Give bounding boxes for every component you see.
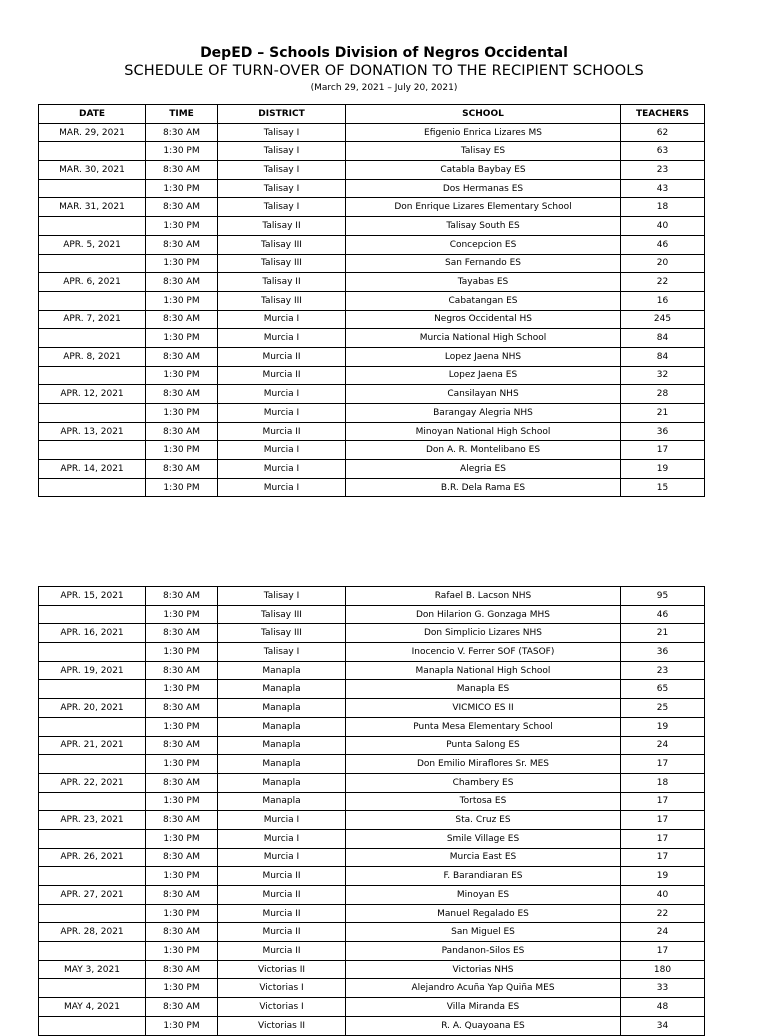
table-row: [39, 773, 705, 792]
cell-date: APR. 5, 2021: [39, 235, 146, 254]
cell-district: Talisay III: [218, 254, 346, 273]
cell-teachers: 34: [621, 1016, 705, 1035]
cell-school: Don Simplicio Lizares NHS: [346, 624, 621, 643]
cell-teachers: 43: [621, 179, 705, 198]
table-body: [39, 587, 705, 1036]
table-row: [39, 291, 705, 310]
cell-school: Inocencio V. Ferrer SOF (TASOF): [346, 643, 621, 662]
cell-time: 8:30 AM: [146, 587, 218, 606]
cell-school: F. Barandiaran ES: [346, 867, 621, 886]
cell-time: 1:30 PM: [146, 254, 218, 273]
cell-school: Lopez Jaena NHS: [346, 347, 621, 366]
cell-school: VICMICO ES II: [346, 699, 621, 718]
cell-school: Talisay South ES: [346, 217, 621, 236]
cell-district: Manapla: [218, 661, 346, 680]
cell-teachers: 16: [621, 291, 705, 310]
table-row: [39, 960, 705, 979]
cell-school: Lopez Jaena ES: [346, 366, 621, 385]
table-row: [39, 460, 705, 479]
cell-time: 1:30 PM: [146, 329, 218, 348]
cell-school: Catabla Baybay ES: [346, 161, 621, 180]
table-row: [39, 404, 705, 423]
table-row: [39, 717, 705, 736]
table-row: [39, 643, 705, 662]
cell-school: Cabatangan ES: [346, 291, 621, 310]
cell-teachers: 65: [621, 680, 705, 699]
cell-time: 1:30 PM: [146, 217, 218, 236]
cell-teachers: 17: [621, 755, 705, 774]
column-header-date: DATE: [39, 105, 146, 124]
cell-date: [39, 867, 146, 886]
cell-teachers: 19: [621, 460, 705, 479]
cell-district: Manapla: [218, 680, 346, 699]
cell-school: Concepcion ES: [346, 235, 621, 254]
cell-district: Murcia II: [218, 867, 346, 886]
cell-district: Talisay I: [218, 587, 346, 606]
cell-district: Manapla: [218, 736, 346, 755]
cell-date: [39, 680, 146, 699]
table-row: [39, 979, 705, 998]
cell-school: Rafael B. Lacson NHS: [346, 587, 621, 606]
table-row: [39, 422, 705, 441]
cell-district: Victorias II: [218, 960, 346, 979]
column-header-school: SCHOOL: [346, 105, 621, 124]
organization-name: DepED – Schools Division of Negros Occidental: [200, 45, 568, 61]
cell-date: APR. 27, 2021: [39, 886, 146, 905]
cell-date: APR. 19, 2021: [39, 661, 146, 680]
cell-date: [39, 979, 146, 998]
cell-district: Victorias I: [218, 998, 346, 1017]
cell-date: MAR. 30, 2021: [39, 161, 146, 180]
cell-date: [39, 942, 146, 961]
cell-school: Manuel Regalado ES: [346, 904, 621, 923]
cell-teachers: 20: [621, 254, 705, 273]
cell-date: [39, 904, 146, 923]
cell-teachers: 63: [621, 142, 705, 161]
cell-time: 8:30 AM: [146, 123, 218, 142]
cell-time: 8:30 AM: [146, 661, 218, 680]
cell-district: Talisay I: [218, 643, 346, 662]
table-row: [39, 867, 705, 886]
table-row: [39, 1016, 705, 1035]
cell-school: Negros Occidental HS: [346, 310, 621, 329]
table-row: [39, 161, 705, 180]
table-row: [39, 366, 705, 385]
table-row: [39, 829, 705, 848]
cell-school: Alegria ES: [346, 460, 621, 479]
cell-time: 8:30 AM: [146, 422, 218, 441]
cell-time: 1:30 PM: [146, 979, 218, 998]
cell-district: Murcia II: [218, 904, 346, 923]
cell-teachers: 28: [621, 385, 705, 404]
cell-district: Talisay III: [218, 235, 346, 254]
cell-school: Efigenio Enrica Lizares MS: [346, 123, 621, 142]
cell-date: APR. 23, 2021: [39, 811, 146, 830]
cell-time: 1:30 PM: [146, 755, 218, 774]
table-row: [39, 755, 705, 774]
cell-date: APR. 14, 2021: [39, 460, 146, 479]
table-body: [39, 123, 705, 497]
cell-teachers: 23: [621, 661, 705, 680]
cell-time: 8:30 AM: [146, 273, 218, 292]
cell-school: Smile Village ES: [346, 829, 621, 848]
cell-date: MAR. 31, 2021: [39, 198, 146, 217]
cell-time: 1:30 PM: [146, 643, 218, 662]
cell-district: Talisay III: [218, 291, 346, 310]
cell-time: 8:30 AM: [146, 460, 218, 479]
cell-teachers: 17: [621, 441, 705, 460]
cell-teachers: 15: [621, 478, 705, 497]
cell-date: [39, 142, 146, 161]
cell-time: 1:30 PM: [146, 179, 218, 198]
cell-teachers: 19: [621, 867, 705, 886]
cell-time: 8:30 AM: [146, 347, 218, 366]
cell-school: B.R. Dela Rama ES: [346, 478, 621, 497]
cell-date: APR. 15, 2021: [39, 587, 146, 606]
cell-district: Murcia I: [218, 829, 346, 848]
cell-date: [39, 643, 146, 662]
cell-time: 1:30 PM: [146, 867, 218, 886]
cell-district: Talisay III: [218, 624, 346, 643]
table-row: [39, 123, 705, 142]
table-row: [39, 273, 705, 292]
cell-time: 1:30 PM: [146, 142, 218, 161]
table-row: [39, 385, 705, 404]
cell-teachers: 18: [621, 773, 705, 792]
table-row: [39, 942, 705, 961]
cell-time: 8:30 AM: [146, 198, 218, 217]
cell-school: Manapla National High School: [346, 661, 621, 680]
table-row: [39, 441, 705, 460]
cell-district: Talisay III: [218, 605, 346, 624]
cell-school: Don Emilio Miraflores Sr. MES: [346, 755, 621, 774]
cell-district: Manapla: [218, 699, 346, 718]
cell-teachers: 36: [621, 422, 705, 441]
cell-date: MAY 3, 2021: [39, 960, 146, 979]
cell-time: 8:30 AM: [146, 699, 218, 718]
cell-time: 1:30 PM: [146, 792, 218, 811]
document-header: [0, 44, 768, 95]
cell-time: 8:30 AM: [146, 998, 218, 1017]
cell-teachers: 95: [621, 587, 705, 606]
cell-district: Talisay I: [218, 123, 346, 142]
cell-district: Talisay II: [218, 273, 346, 292]
cell-teachers: 24: [621, 736, 705, 755]
table-row: [39, 904, 705, 923]
cell-school: Minoyan ES: [346, 886, 621, 905]
cell-school: Punta Salong ES: [346, 736, 621, 755]
cell-time: 8:30 AM: [146, 310, 218, 329]
cell-school: Don A. R. Montelibano ES: [346, 441, 621, 460]
cell-teachers: 17: [621, 848, 705, 867]
cell-school: Victorias NHS: [346, 960, 621, 979]
cell-teachers: 36: [621, 643, 705, 662]
cell-school: Tortosa ES: [346, 792, 621, 811]
cell-teachers: 21: [621, 404, 705, 423]
cell-school: Manapla ES: [346, 680, 621, 699]
table-row: [39, 179, 705, 198]
cell-time: 8:30 AM: [146, 923, 218, 942]
table-row: [39, 736, 705, 755]
cell-district: Murcia II: [218, 422, 346, 441]
cell-district: Manapla: [218, 755, 346, 774]
cell-school: Alejandro Acuña Yap Quiña MES: [346, 979, 621, 998]
cell-school: Dos Hermanas ES: [346, 179, 621, 198]
cell-district: Murcia I: [218, 385, 346, 404]
cell-teachers: 24: [621, 923, 705, 942]
table-row: [39, 310, 705, 329]
table-row: [39, 605, 705, 624]
document-title: SCHEDULE OF TURN-OVER OF DONATION TO THE RECIPIENT SCHOOLS: [124, 63, 644, 79]
cell-date: MAR. 29, 2021: [39, 123, 146, 142]
cell-school: Don Hilarion G. Gonzaga MHS: [346, 605, 621, 624]
cell-date: [39, 605, 146, 624]
cell-district: Victorias II: [218, 1016, 346, 1035]
cell-time: 1:30 PM: [146, 291, 218, 310]
table-row: [39, 347, 705, 366]
cell-time: 8:30 AM: [146, 736, 218, 755]
cell-time: 1:30 PM: [146, 942, 218, 961]
table-header-row: [39, 105, 705, 124]
cell-district: Manapla: [218, 717, 346, 736]
cell-district: Murcia I: [218, 478, 346, 497]
table-row: [39, 811, 705, 830]
cell-time: 8:30 AM: [146, 811, 218, 830]
cell-school: San Miguel ES: [346, 923, 621, 942]
cell-date: [39, 755, 146, 774]
column-header-district: DISTRICT: [218, 105, 346, 124]
cell-school: Don Enrique Lizares Elementary School: [346, 198, 621, 217]
table-row: [39, 680, 705, 699]
cell-time: 8:30 AM: [146, 385, 218, 404]
cell-district: Murcia I: [218, 310, 346, 329]
cell-date: APR. 6, 2021: [39, 273, 146, 292]
cell-district: Talisay I: [218, 179, 346, 198]
schedule-table-2: [38, 586, 705, 1036]
cell-teachers: 17: [621, 811, 705, 830]
cell-teachers: 17: [621, 942, 705, 961]
cell-time: 1:30 PM: [146, 441, 218, 460]
cell-district: Talisay I: [218, 161, 346, 180]
table-row: [39, 886, 705, 905]
cell-district: Murcia II: [218, 886, 346, 905]
cell-teachers: 18: [621, 198, 705, 217]
cell-school: Talisay ES: [346, 142, 621, 161]
cell-time: 1:30 PM: [146, 404, 218, 423]
cell-school: Pandanon-Silos ES: [346, 942, 621, 961]
cell-date: [39, 329, 146, 348]
cell-date: [39, 478, 146, 497]
cell-district: Manapla: [218, 773, 346, 792]
cell-date: APR. 20, 2021: [39, 699, 146, 718]
table-row: [39, 998, 705, 1017]
cell-district: Murcia I: [218, 811, 346, 830]
cell-date: APR. 16, 2021: [39, 624, 146, 643]
cell-date: [39, 441, 146, 460]
cell-school: Barangay Alegria NHS: [346, 404, 621, 423]
cell-teachers: 17: [621, 829, 705, 848]
cell-district: Murcia II: [218, 347, 346, 366]
cell-date: APR. 8, 2021: [39, 347, 146, 366]
table-row: [39, 624, 705, 643]
cell-teachers: 25: [621, 699, 705, 718]
table-row: [39, 198, 705, 217]
cell-school: Villa Miranda ES: [346, 998, 621, 1017]
cell-teachers: 84: [621, 329, 705, 348]
cell-date: APR. 22, 2021: [39, 773, 146, 792]
cell-date: APR. 12, 2021: [39, 385, 146, 404]
table-row: [39, 792, 705, 811]
table-row: [39, 235, 705, 254]
cell-school: Minoyan National High School: [346, 422, 621, 441]
cell-district: Talisay I: [218, 142, 346, 161]
cell-school: Murcia East ES: [346, 848, 621, 867]
cell-date: APR. 21, 2021: [39, 736, 146, 755]
cell-teachers: 21: [621, 624, 705, 643]
cell-date: [39, 217, 146, 236]
cell-date: APR. 26, 2021: [39, 848, 146, 867]
cell-school: Punta Mesa Elementary School: [346, 717, 621, 736]
cell-teachers: 40: [621, 886, 705, 905]
cell-time: 1:30 PM: [146, 1016, 218, 1035]
cell-district: Murcia I: [218, 404, 346, 423]
cell-time: 8:30 AM: [146, 848, 218, 867]
cell-time: 1:30 PM: [146, 478, 218, 497]
cell-date: APR. 13, 2021: [39, 422, 146, 441]
cell-teachers: 84: [621, 347, 705, 366]
table-row: [39, 848, 705, 867]
cell-school: Sta. Cruz ES: [346, 811, 621, 830]
cell-teachers: 245: [621, 310, 705, 329]
cell-teachers: 62: [621, 123, 705, 142]
cell-teachers: 180: [621, 960, 705, 979]
cell-teachers: 17: [621, 792, 705, 811]
cell-district: Talisay II: [218, 217, 346, 236]
table-row: [39, 699, 705, 718]
cell-teachers: 22: [621, 273, 705, 292]
cell-school: R. A. Quayoana ES: [346, 1016, 621, 1035]
cell-date: [39, 366, 146, 385]
cell-date: [39, 792, 146, 811]
table-row: [39, 254, 705, 273]
cell-district: Murcia II: [218, 942, 346, 961]
cell-date: [39, 717, 146, 736]
table-row: [39, 217, 705, 236]
cell-teachers: 19: [621, 717, 705, 736]
cell-time: 8:30 AM: [146, 235, 218, 254]
cell-time: 8:30 AM: [146, 773, 218, 792]
cell-school: San Fernando ES: [346, 254, 621, 273]
cell-teachers: 23: [621, 161, 705, 180]
cell-teachers: 40: [621, 217, 705, 236]
cell-date: APR. 28, 2021: [39, 923, 146, 942]
cell-date: APR. 7, 2021: [39, 310, 146, 329]
date-range: (March 29, 2021 – July 20, 2021): [310, 83, 458, 93]
cell-teachers: 22: [621, 904, 705, 923]
table-row: [39, 587, 705, 606]
cell-date: [39, 1016, 146, 1035]
cell-school: Murcia National High School: [346, 329, 621, 348]
cell-date: [39, 179, 146, 198]
cell-school: Chambery ES: [346, 773, 621, 792]
cell-school: Tayabas ES: [346, 273, 621, 292]
cell-time: 1:30 PM: [146, 717, 218, 736]
cell-district: Murcia I: [218, 441, 346, 460]
cell-time: 1:30 PM: [146, 904, 218, 923]
cell-date: MAY 4, 2021: [39, 998, 146, 1017]
column-header-teachers: TEACHERS: [621, 105, 705, 124]
cell-time: 8:30 AM: [146, 161, 218, 180]
table-row: [39, 329, 705, 348]
cell-time: 8:30 AM: [146, 960, 218, 979]
cell-date: [39, 829, 146, 848]
table-row: [39, 478, 705, 497]
cell-district: Manapla: [218, 792, 346, 811]
column-header-time: TIME: [146, 105, 218, 124]
cell-teachers: 46: [621, 605, 705, 624]
cell-date: [39, 404, 146, 423]
cell-teachers: 32: [621, 366, 705, 385]
cell-district: Murcia I: [218, 848, 346, 867]
cell-district: Victorias I: [218, 979, 346, 998]
cell-teachers: 33: [621, 979, 705, 998]
cell-district: Murcia II: [218, 366, 346, 385]
cell-time: 8:30 AM: [146, 624, 218, 643]
cell-time: 1:30 PM: [146, 680, 218, 699]
cell-teachers: 46: [621, 235, 705, 254]
cell-district: Talisay I: [218, 198, 346, 217]
cell-date: [39, 254, 146, 273]
cell-district: Murcia I: [218, 460, 346, 479]
table-row: [39, 923, 705, 942]
cell-date: [39, 291, 146, 310]
cell-time: 1:30 PM: [146, 829, 218, 848]
table-row: [39, 661, 705, 680]
cell-time: 1:30 PM: [146, 366, 218, 385]
schedule-table-1: [38, 104, 705, 497]
table-row: [39, 142, 705, 161]
cell-teachers: 48: [621, 998, 705, 1017]
cell-time: 8:30 AM: [146, 886, 218, 905]
cell-district: Murcia I: [218, 329, 346, 348]
cell-school: Cansilayan NHS: [346, 385, 621, 404]
cell-district: Murcia II: [218, 923, 346, 942]
cell-time: 1:30 PM: [146, 605, 218, 624]
